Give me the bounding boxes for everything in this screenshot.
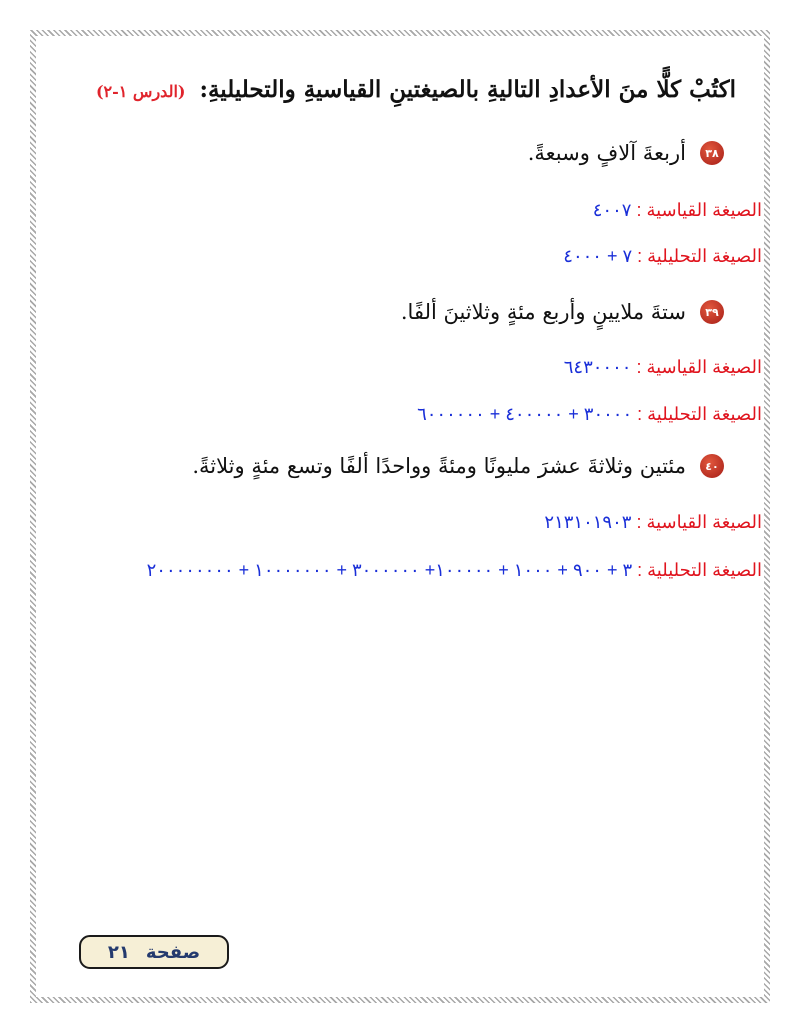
- question-40: [192, 454, 724, 478]
- standard-form-answer: [564, 357, 762, 378]
- question-38: [528, 141, 724, 165]
- standard-form-answer: [593, 200, 762, 221]
- question-number-badge: ٣٩: [700, 300, 724, 324]
- standard-form-value: ٤٠٠٧: [592, 200, 632, 220]
- expanded-form-answer: [16, 558, 762, 582]
- standard-form-label: الصيغة القياسية :: [636, 357, 762, 377]
- expanded-form-label: الصيغة التحليلية :: [637, 246, 762, 266]
- expanded-form-answer: [417, 404, 762, 425]
- expanded-form-value: ٣٠٠٠٠ + ٤٠٠٠٠٠ + ٦٠٠٠٠٠٠: [417, 404, 633, 424]
- expanded-form-label: الصيغة التحليلية :: [637, 560, 762, 580]
- page-number: ٢١: [107, 941, 130, 963]
- question-39: [401, 300, 724, 324]
- expanded-form-answer: [563, 246, 762, 267]
- standard-form-label: الصيغة القياسية :: [636, 512, 762, 532]
- question-text: مئتين وثلاثةَ عشرَ مليونًا ومئةً وواحدًا ألفًا وتسع مئةٍ وثلاثةً.: [192, 454, 686, 478]
- expanded-form-label: الصيغة التحليلية :: [637, 404, 762, 424]
- question-number-badge: ٤٠: [700, 454, 724, 478]
- expanded-form-value: ٧ + ٤٠٠٠: [563, 246, 633, 266]
- page-word: صفحة: [145, 941, 201, 963]
- standard-form-value: ٦٤٣٠٠٠٠: [563, 357, 632, 377]
- expanded-form-value: ٣ + ٩٠٠ + ١٠٠٠ + ١٠٠٠٠٠+ ٣٠٠٠٠٠٠ + ١٠٠٠٠٠٠٠ + ٢٠٠٠٠٠٠٠٠: [146, 560, 633, 580]
- question-number-badge: ٣٨: [700, 141, 724, 165]
- standard-form-answer: [544, 512, 762, 533]
- page-number-badge: [79, 935, 229, 969]
- exercise-header: [46, 76, 736, 103]
- question-text: أربعةَ آلافٍ وسبعةً.: [527, 141, 686, 165]
- exercise-instruction: اكتُبْ كلًّا منَ الأعدادِ التاليةِ بالصيغتينِ القياسيةِ والتحليليةِ:: [199, 76, 736, 103]
- standard-form-label: الصيغة القياسية :: [636, 200, 762, 220]
- question-text: ستةَ ملايينٍ وأربع مئةٍ وثلاثينَ ألفًا.: [400, 300, 686, 324]
- standard-form-value: ٢١٣١٠١٩٠٣: [544, 512, 632, 532]
- lesson-reference: (الدرس ١-٢): [95, 82, 186, 101]
